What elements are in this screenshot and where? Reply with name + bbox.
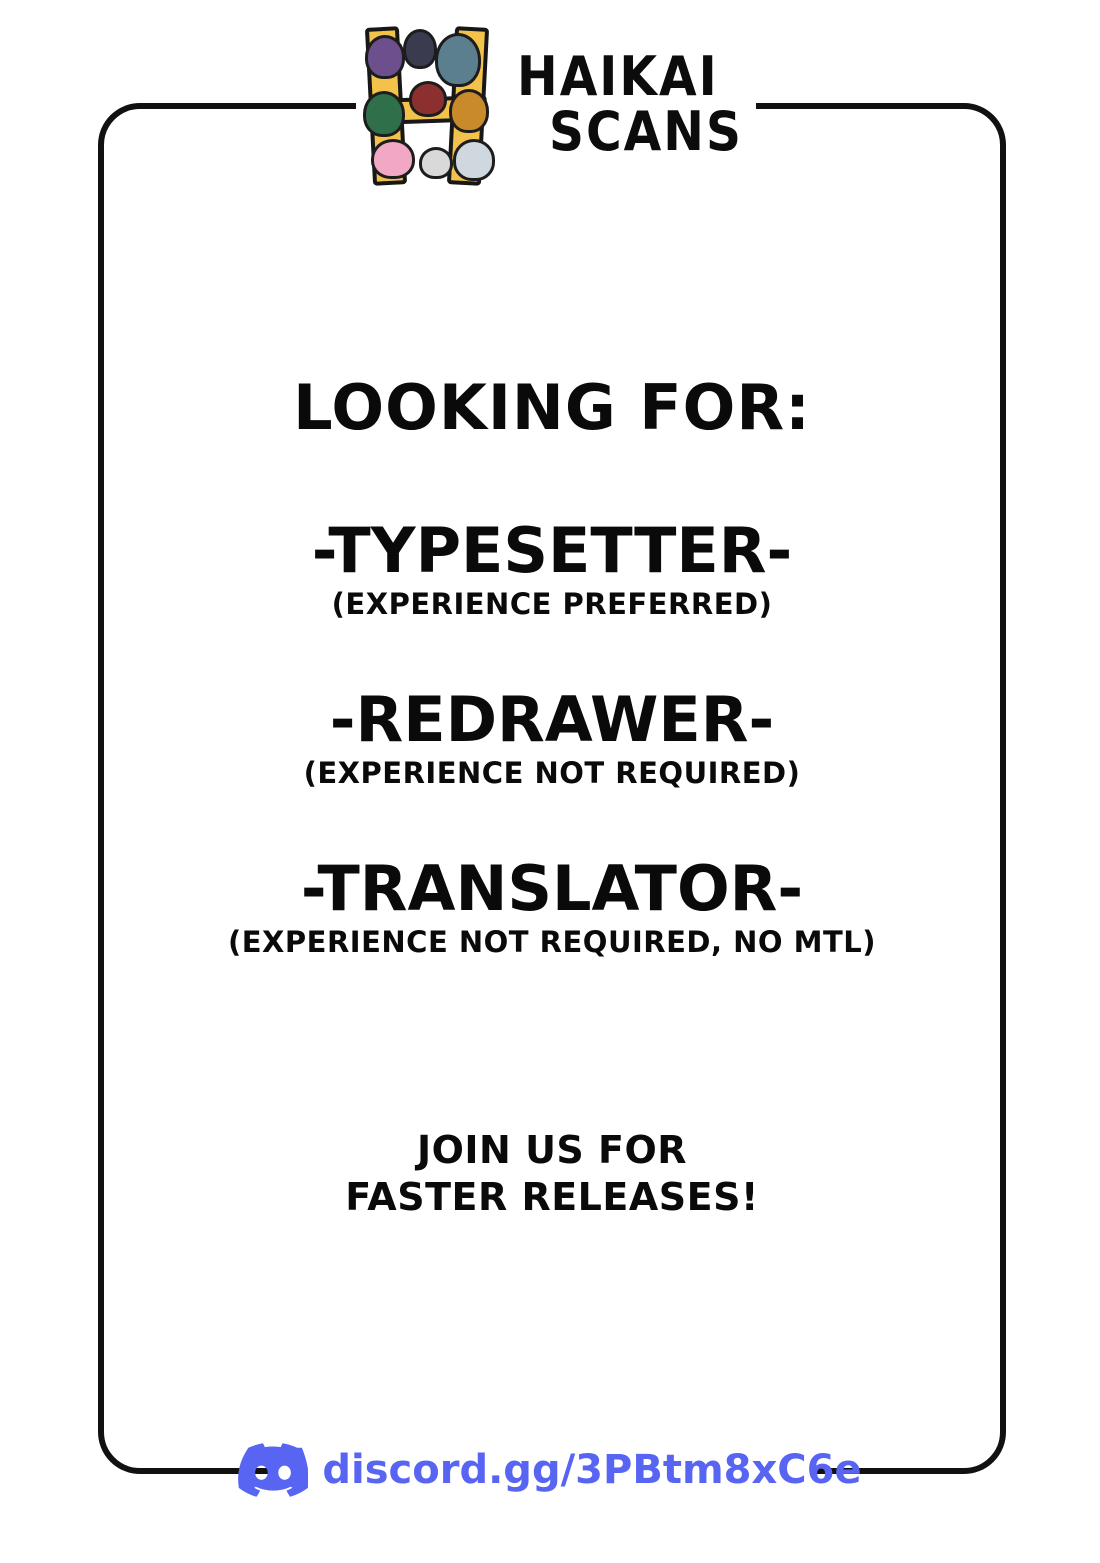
role-entry-translator [98,852,1006,960]
role-title: -TRANSLATOR- [300,852,804,926]
role-note: (EXPERIENCE PREFERRED) [331,587,773,622]
call-to-action-line1: JOIN US FOR [416,1128,688,1173]
call-to-action [98,1127,1006,1220]
role-entry-redrawer [98,683,1006,791]
brand-name-line1: HAIKAI [517,44,719,108]
page-title: LOOKING FOR: [293,371,811,444]
recruitment-notice [98,100,1006,1474]
discord-invite-link[interactable]: discord.gg/3PBtm8xC6e [322,1447,862,1493]
discord-footer [0,1443,1100,1497]
role-note: (EXPERIENCE NOT REQUIRED) [303,756,801,791]
role-note: (EXPERIENCE NOT REQUIRED, NO MTL) [227,925,877,960]
role-title: -TYPESETTER- [311,514,793,587]
call-to-action-line2: FASTER RELEASES! [345,1174,759,1219]
discord-icon [238,1443,308,1497]
role-title: -REDRAWER- [329,683,775,757]
brand-name-line2: SCANS [549,100,743,163]
role-entry-typesetter [98,514,1006,622]
